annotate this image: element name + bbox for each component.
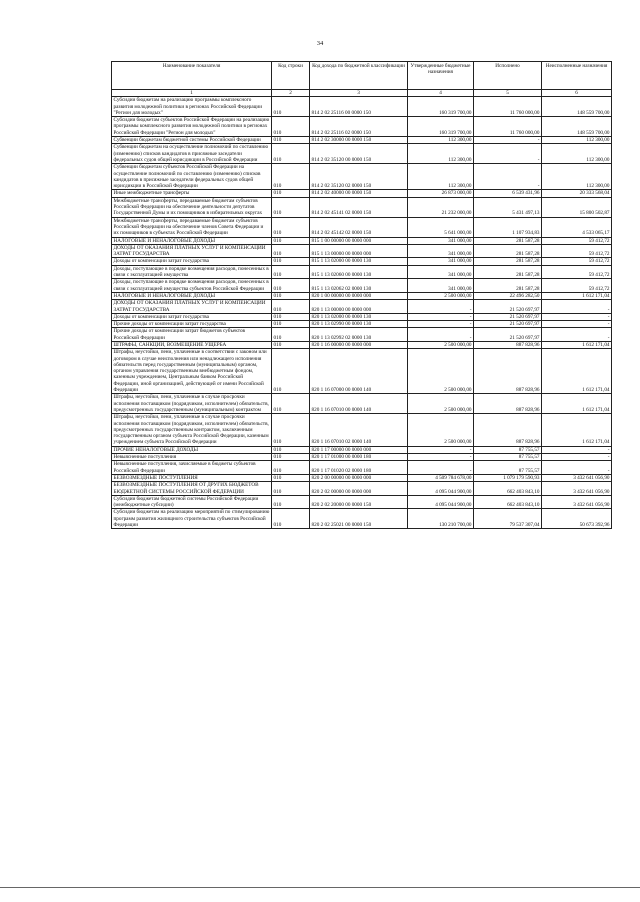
row-remaining: 59 412,72	[542, 265, 612, 279]
row-remaining: -	[542, 446, 612, 453]
table-row	[112, 144, 612, 164]
row-line-code: 010	[272, 217, 310, 237]
header-revenue-code: Код дохода по бюджетной классификации	[310, 62, 408, 90]
row-revenue-code: 820 1 00 00000 00 0000 000	[310, 292, 408, 299]
row-name: Доходы, поступающие в порядке возмещения расходов, понесенных в связи с эксплуатацией имущества	[112, 265, 272, 279]
header-line-code: Код строки	[272, 62, 310, 90]
row-executed: 11 760 000,00	[474, 97, 542, 117]
row-remaining: 1 612 171,04	[542, 341, 612, 348]
row-revenue-code: 820 1 13 02990 00 0000 130	[310, 321, 408, 328]
table-row	[112, 474, 612, 481]
row-executed: -	[474, 137, 542, 144]
row-name: Штрафы, неустойки, пени, уплаченные в случае просрочки исполнения поставщиком (подрядчиком, исполнителем) обязательств, предусмотренных государственным контрактом, заключенным государственным органом субъекта Российской Федерации, казенным учреждением субъекта Российской Федерации	[112, 414, 272, 446]
row-approved: -	[408, 300, 474, 314]
row-name: Межбюджетные трансферты, передаваемые бюджетам субъектов Российской Федерации на обеспечение деятельности депутатов Государственной Думы и их помощников в избирательных округах	[112, 197, 272, 217]
row-approved: 2 500 000,00	[408, 414, 474, 446]
table-row	[112, 461, 612, 475]
row-approved: 26 873 000,00	[408, 190, 474, 197]
row-approved: 341 000,00	[408, 258, 474, 265]
table-row	[112, 197, 612, 217]
row-approved: 2 500 000,00	[408, 341, 474, 348]
row-revenue-code: 820 1 16 00000 00 0000 000	[310, 341, 408, 348]
row-remaining: -	[542, 461, 612, 475]
row-revenue-code: 814 2 02 40000 00 0000 150	[310, 190, 408, 197]
row-name: Невыясненные поступления	[112, 454, 272, 461]
row-remaining: 4 533 065,17	[542, 217, 612, 237]
row-approved: 2 500 000,00	[408, 394, 474, 414]
row-revenue-code: 814 2 02 25116 00 0000 150	[310, 97, 408, 117]
table-row	[112, 237, 612, 244]
row-remaining: 59 412,72	[542, 237, 612, 244]
row-executed: 662 403 843,10	[474, 482, 542, 496]
row-line-code: 010	[272, 394, 310, 414]
row-revenue-code: 815 1 13 02062 02 0000 130	[310, 279, 408, 293]
table-row	[112, 97, 612, 117]
row-line-code: 010	[272, 117, 310, 137]
row-approved: 112 300,00	[408, 137, 474, 144]
header-number: 2	[272, 90, 310, 97]
row-line-code: 010	[272, 414, 310, 446]
row-executed: 5 431 497,13	[474, 197, 542, 217]
table-row	[112, 495, 612, 509]
table-row	[112, 190, 612, 197]
row-revenue-code: 820 1 16 07010 00 0000 140	[310, 394, 408, 414]
row-line-code: 010	[272, 265, 310, 279]
table-row	[112, 313, 612, 320]
row-revenue-code: 820 2 02 00000 00 0000 000	[310, 482, 408, 496]
row-name: Доходы, поступающие в порядке возмещения расходов, понесенных в связи с эксплуатацией имущества субъектов Российской Федерации	[112, 279, 272, 293]
row-name: Субвенции бюджетам бюджетной системы Российской Федерации	[112, 137, 272, 144]
row-approved: 341 000,00	[408, 244, 474, 258]
row-executed: 887 828,96	[474, 349, 542, 394]
table-row	[112, 454, 612, 461]
row-name: Субвенции бюджетам на осуществление полномочий по составлению (изменению) списков кандидатов в присяжные заседатели федеральных судов общей юрисдикции в Российской Федерации	[112, 144, 272, 164]
row-remaining: 112 300,00	[542, 144, 612, 164]
row-revenue-code: 820 2 02 20000 00 0000 150	[310, 495, 408, 509]
table-row	[112, 321, 612, 328]
row-name: Невыясненные поступления, зачисляемые в бюджеты субъектов Российской Федерации	[112, 461, 272, 475]
row-executed: 79 537 307,04	[474, 509, 542, 529]
table-row	[112, 265, 612, 279]
row-approved: -	[408, 313, 474, 320]
row-approved: 2 500 000,00	[408, 292, 474, 299]
header-number: 6	[542, 90, 612, 97]
row-executed: 87 755,57	[474, 446, 542, 453]
table-row	[112, 328, 612, 342]
row-revenue-code: 820 1 16 07000 00 0000 140	[310, 349, 408, 394]
row-name: БЕЗВОЗМЕЗДНЫЕ ПОСТУПЛЕНИЯ	[112, 474, 272, 481]
row-executed: 281 587,28	[474, 258, 542, 265]
row-revenue-code: 820 1 13 02000 00 0000 130	[310, 313, 408, 320]
row-approved: 4 095 044 900,00	[408, 482, 474, 496]
row-name: Субсидии бюджетам субъектов Российской Федерации на реализацию программы комплексного развития молодежной политики в регионах Российской Федерации "Регион для молодых"	[112, 117, 272, 137]
table-row	[112, 414, 612, 446]
row-revenue-code: 815 1 13 02060 00 0000 130	[310, 265, 408, 279]
header-number: 4	[408, 90, 474, 97]
row-revenue-code: 820 1 17 00000 00 0000 000	[310, 446, 408, 453]
header-approved: Утвержденные бюджетные назначения	[408, 62, 474, 90]
row-name: Прочие доходы от компенсации затрат государства	[112, 321, 272, 328]
row-remaining: -	[542, 313, 612, 320]
row-revenue-code: 814 2 02 25116 02 0000 150	[310, 117, 408, 137]
row-name: Субсидии бюджетам на реализацию программы комплексного развития молодежной политики в регионах Российской Федерации "Регион для молодых"	[112, 97, 272, 117]
row-executed: 887 828,96	[474, 341, 542, 348]
row-line-code: 010	[272, 292, 310, 299]
row-approved: -	[408, 446, 474, 453]
row-revenue-code: 820 1 16 07010 02 0000 140	[310, 414, 408, 446]
table-row	[112, 509, 612, 529]
row-executed: 887 828,96	[474, 414, 542, 446]
row-executed: 281 587,28	[474, 244, 542, 258]
revenue-report-table	[111, 61, 612, 529]
row-line-code: 010	[272, 313, 310, 320]
header-number: 5	[474, 90, 542, 97]
row-line-code: 010	[272, 144, 310, 164]
page-bottom-rule	[0, 887, 640, 888]
row-revenue-code: 820 2 00 00000 00 0000 000	[310, 474, 408, 481]
header-name: Наименование показателя	[112, 62, 272, 90]
row-approved: 2 500 000,00	[408, 349, 474, 394]
row-revenue-code: 820 2 02 25021 00 0000 150	[310, 509, 408, 529]
row-name: Прочие доходы от компенсации затрат бюджетов субъектов Российской Федерации	[112, 328, 272, 342]
row-remaining: 50 673 392,96	[542, 509, 612, 529]
row-line-code: 010	[272, 197, 310, 217]
row-name: Межбюджетные трансферты, передаваемые бюджетам субъектов Российской Федерации на обеспечение членов Совета Федерации и их помощников в субъектах Российской Федерации	[112, 217, 272, 237]
row-revenue-code: 820 1 13 02992 02 0000 130	[310, 328, 408, 342]
row-remaining: 112 300,00	[542, 164, 612, 190]
row-revenue-code: 814 2 02 30000 00 0000 150	[310, 137, 408, 144]
row-approved: 341 000,00	[408, 279, 474, 293]
row-revenue-code: 814 2 02 35120 02 0000 150	[310, 164, 408, 190]
row-line-code: 010	[272, 244, 310, 258]
row-line-code: 010	[272, 300, 310, 314]
row-remaining: 3 432 641 056,90	[542, 474, 612, 481]
table-row	[112, 137, 612, 144]
row-name: Иные межбюджетные трансферты	[112, 190, 272, 197]
table-row	[112, 341, 612, 348]
row-approved: 112 300,00	[408, 144, 474, 164]
row-executed: 887 828,96	[474, 394, 542, 414]
row-line-code: 010	[272, 279, 310, 293]
row-revenue-code: 815 1 13 02000 00 0000 130	[310, 258, 408, 265]
row-line-code: 010	[272, 349, 310, 394]
row-name: Доходы от компенсации затрат государства	[112, 313, 272, 320]
row-name: Штрафы, неустойки, пени, уплаченные в соответствии с законом или договором в случае неисполнения или ненадлежащего исполнения обязательств перед государственным (муниципальным) органом, органом управления государственным внебюджетным фондом, казенным учреждением, Центральным банком Российской Федерации, иной организацией, действующей от имени Российской Федерации	[112, 349, 272, 394]
table-row	[112, 217, 612, 237]
header-remaining: Неисполненные назначения	[542, 62, 612, 90]
row-remaining: 3 432 641 056,90	[542, 482, 612, 496]
row-approved: 130 210 700,00	[408, 509, 474, 529]
row-line-code: 010	[272, 495, 310, 509]
row-remaining: 112 300,00	[542, 137, 612, 144]
row-line-code: 010	[272, 474, 310, 481]
report-body	[112, 97, 612, 529]
row-remaining: 1 612 171,04	[542, 292, 612, 299]
row-executed: 21 520 697,97	[474, 321, 542, 328]
table-row	[112, 482, 612, 496]
row-executed: 11 760 000,00	[474, 117, 542, 137]
table-row	[112, 349, 612, 394]
row-remaining: 3 432 641 056,90	[542, 495, 612, 509]
row-remaining: 1 612 171,04	[542, 394, 612, 414]
row-line-code: 010	[272, 461, 310, 475]
row-line-code: 010	[272, 454, 310, 461]
table-row	[112, 292, 612, 299]
row-remaining: 148 559 700,00	[542, 117, 612, 137]
table-row	[112, 446, 612, 453]
row-approved: -	[408, 328, 474, 342]
row-name: Субсидии бюджетам бюджетной системы Российской Федерации (межбюджетные субсидии)	[112, 495, 272, 509]
row-line-code: 010	[272, 328, 310, 342]
row-name: Субвенции бюджетам субъектов Российской Федерации на осуществление полномочий по составлению (изменению) списков кандидатов в присяжные заседатели федеральных судов общей юрисдикции в Российской Федерации	[112, 164, 272, 190]
row-revenue-code: 814 2 02 45141 02 0000 150	[310, 197, 408, 217]
row-revenue-code: 820 1 17 01020 02 0000 180	[310, 461, 408, 475]
row-approved: 112 300,00	[408, 164, 474, 190]
row-remaining: 59 412,72	[542, 279, 612, 293]
row-approved: -	[408, 321, 474, 328]
row-name: ШТРАФЫ, САНКЦИИ, ВОЗМЕЩЕНИЕ УЩЕРБА	[112, 341, 272, 348]
row-approved: 5 641 000,00	[408, 217, 474, 237]
table-row	[112, 300, 612, 314]
table-row	[112, 394, 612, 414]
row-line-code: 010	[272, 258, 310, 265]
row-remaining: 148 559 700,00	[542, 97, 612, 117]
row-approved: 21 232 000,00	[408, 197, 474, 217]
row-line-code: 010	[272, 482, 310, 496]
row-executed: -	[474, 144, 542, 164]
row-line-code: 010	[272, 341, 310, 348]
row-approved: 160 319 700,00	[408, 97, 474, 117]
row-revenue-code: 814 2 02 35120 00 0000 150	[310, 144, 408, 164]
row-executed: 21 520 697,97	[474, 313, 542, 320]
header-row	[112, 62, 612, 90]
row-line-code: 010	[272, 509, 310, 529]
row-executed: 662 403 843,10	[474, 495, 542, 509]
row-executed: 281 587,28	[474, 279, 542, 293]
row-approved: 160 319 700,00	[408, 117, 474, 137]
table-row	[112, 279, 612, 293]
row-line-code: 010	[272, 446, 310, 453]
row-executed: 1 079 179 590,93	[474, 474, 542, 481]
table-row	[112, 244, 612, 258]
row-approved: -	[408, 461, 474, 475]
row-remaining: 59 412,72	[542, 244, 612, 258]
row-line-code: 010	[272, 190, 310, 197]
row-executed: 21 520 697,97	[474, 300, 542, 314]
header-executed: Исполнено	[474, 62, 542, 90]
row-approved: 341 000,00	[408, 265, 474, 279]
row-remaining: -	[542, 328, 612, 342]
row-executed: 281 587,28	[474, 265, 542, 279]
row-line-code: 010	[272, 237, 310, 244]
row-executed: 87 755,57	[474, 461, 542, 475]
table-row	[112, 164, 612, 190]
row-executed: 22 496 282,50	[474, 292, 542, 299]
row-name: ПРОЧИЕ НЕНАЛОГОВЫЕ ДОХОДЫ	[112, 446, 272, 453]
row-revenue-code: 814 2 02 45142 02 0000 150	[310, 217, 408, 237]
row-revenue-code: 815 1 00 00000 00 0000 000	[310, 237, 408, 244]
row-approved: 4 509 784 678,00	[408, 474, 474, 481]
row-remaining: 20 333 568,04	[542, 190, 612, 197]
row-name: ДОХОДЫ ОТ ОКАЗАНИЯ ПЛАТНЫХ УСЛУГ И КОМПЕНСАЦИИ ЗАТРАТ ГОСУДАРСТВА	[112, 300, 272, 314]
row-name: Доходы от компенсации затрат государства	[112, 258, 272, 265]
row-executed: 87 755,57	[474, 454, 542, 461]
row-executed: 1 107 934,83	[474, 217, 542, 237]
header-number: 3	[310, 90, 408, 97]
header-number-row	[112, 90, 612, 97]
table-row	[112, 117, 612, 137]
row-name: Субсидии бюджетам на реализацию мероприятий по стимулированию программ развития жилищного строительства субъектов Российской Федерации	[112, 509, 272, 529]
row-executed: -	[474, 164, 542, 190]
row-revenue-code: 820 1 17 01000 00 0000 180	[310, 454, 408, 461]
row-revenue-code: 815 1 13 00000 00 0000 000	[310, 244, 408, 258]
row-executed: 21 520 697,97	[474, 328, 542, 342]
row-name: НАЛОГОВЫЕ И НЕНАЛОГОВЫЕ ДОХОДЫ	[112, 292, 272, 299]
row-remaining: 59 412,72	[542, 258, 612, 265]
row-remaining: -	[542, 300, 612, 314]
row-executed: 6 539 431,96	[474, 190, 542, 197]
row-name: БЕЗВОЗМЕЗДНЫЕ ПОСТУПЛЕНИЯ ОТ ДРУГИХ БЮДЖЕТОВ БЮДЖЕТНОЙ СИСТЕМЫ РОССИЙСКОЙ ФЕДЕРАЦИИ	[112, 482, 272, 496]
row-line-code: 010	[272, 164, 310, 190]
table-row	[112, 258, 612, 265]
row-approved: 4 095 044 900,00	[408, 495, 474, 509]
row-remaining: 1 612 171,04	[542, 349, 612, 394]
row-line-code: 010	[272, 137, 310, 144]
page-number: 34	[316, 40, 324, 47]
row-name: Штрафы, неустойки, пени, уплаченные в случае просрочки исполнения поставщиком (подрядчиком, исполнителем) обязательств, предусмотренных государственным (муниципальным) контрактом	[112, 394, 272, 414]
row-name: НАЛОГОВЫЕ И НЕНАЛОГОВЫЕ ДОХОДЫ	[112, 237, 272, 244]
row-remaining: -	[542, 321, 612, 328]
row-executed: 281 587,28	[474, 237, 542, 244]
row-remaining: 15 800 502,87	[542, 197, 612, 217]
row-revenue-code: 820 1 13 00000 00 0000 000	[310, 300, 408, 314]
row-remaining: 1 612 171,04	[542, 414, 612, 446]
row-remaining: -	[542, 454, 612, 461]
header-number: 1	[112, 90, 272, 97]
row-line-code: 010	[272, 321, 310, 328]
row-approved: -	[408, 454, 474, 461]
row-name: ДОХОДЫ ОТ ОКАЗАНИЯ ПЛАТНЫХ УСЛУГ И КОМПЕНСАЦИИ ЗАТРАТ ГОСУДАРСТВА	[112, 244, 272, 258]
row-approved: 341 000,00	[408, 237, 474, 244]
row-line-code: 010	[272, 97, 310, 117]
